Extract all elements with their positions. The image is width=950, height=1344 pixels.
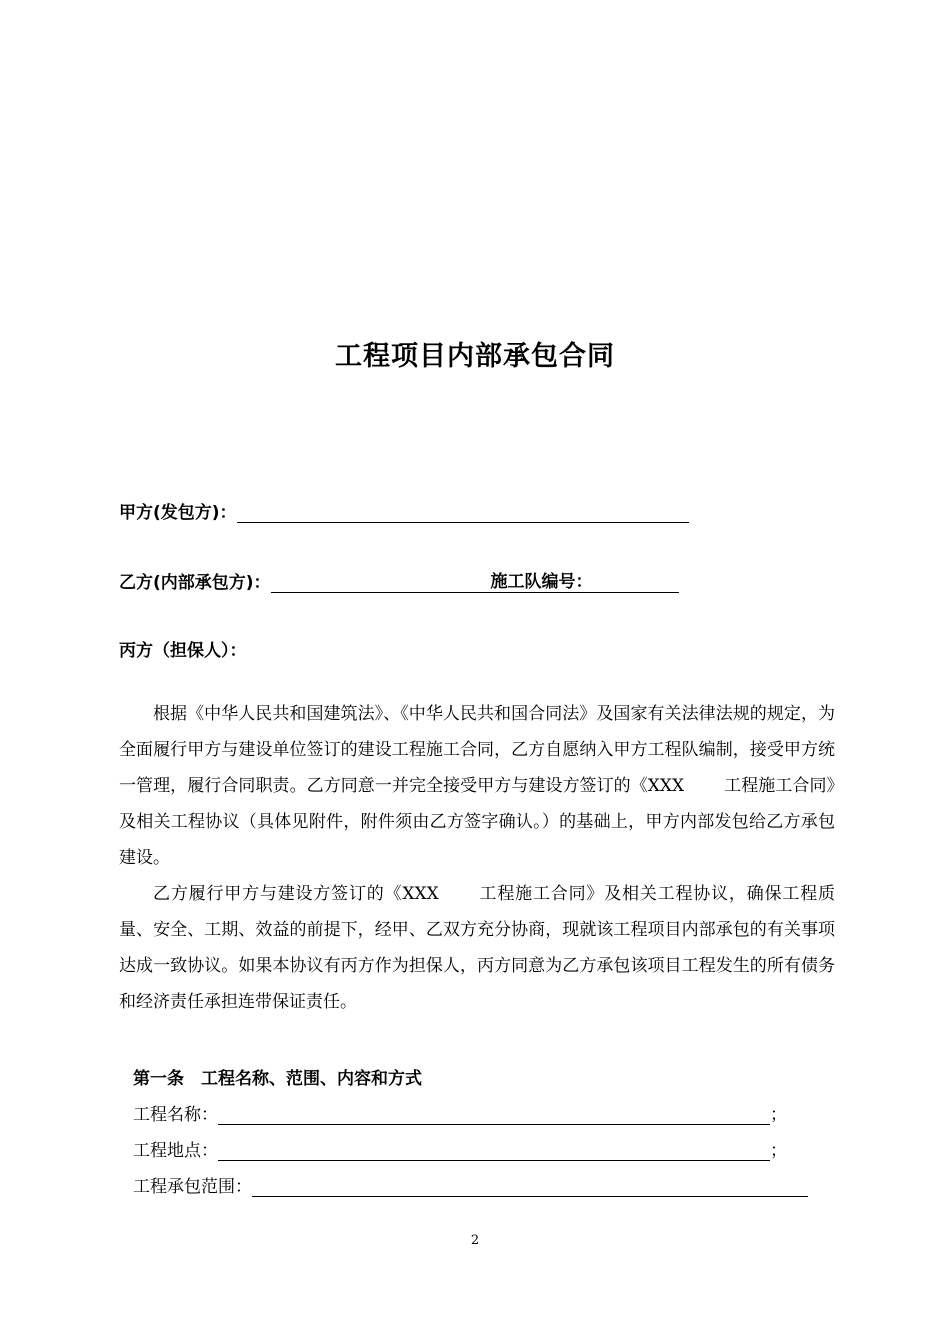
project-name-blank[interactable] <box>218 1106 770 1125</box>
project-scope-blank[interactable] <box>252 1178 808 1197</box>
party-c-line <box>119 636 247 661</box>
paragraph-1-part-2: 工程施工合同》及相关工程协议（具体见附件，附件须由乙方签字确认。）的基础上，甲方内部发包给乙方承包建设。 <box>119 776 835 868</box>
team-number-label: 施工队编号： <box>491 567 593 593</box>
page-title: 工程项目内部承包合同 <box>335 341 615 372</box>
project-scope-field <box>133 1172 808 1197</box>
page-number: 2 <box>470 1233 480 1248</box>
team-number-blank[interactable] <box>593 574 679 593</box>
project-scope-label: 工程承包范围： <box>133 1177 252 1197</box>
party-c-label: 丙方（担保人）： <box>119 641 247 661</box>
project-name-end: ； <box>770 1105 787 1125</box>
party-a-blank[interactable] <box>237 504 689 523</box>
project-location-blank[interactable] <box>218 1142 770 1161</box>
paragraph-2 <box>119 876 835 1020</box>
paragraph-1-part-1: 根据《中华人民共和国建筑法》、《中华人民共和国合同法》及国家有关法律法规的规定，为全面履行甲方与建设单位签订的建设工程施工合同，乙方自愿纳入甲方工程队编制，接受甲方统一管理，履行合同职责。乙方同意一并完全接受甲方与建设方签订的《XXX <box>119 704 835 796</box>
party-b-label: 乙方(内部承包方)： <box>119 573 271 593</box>
paragraph-1 <box>119 696 835 876</box>
paragraph-2-part-2: 工程施工合同》及相关工程协议，确保工程质量、安全、工期、效益的前提下，经甲、乙双方充分协商，现就该工程项目内部承包的有关事项达成一致协议。如果本协议有丙方作为担保人，丙方同意为乙方承包该项目工程发生的所有债务和经济责任承担连带保证责任。 <box>119 884 836 1012</box>
party-b-line <box>119 567 679 593</box>
party-a-label: 甲方(发包方)： <box>119 503 237 523</box>
paragraph-2-part-1: 乙方履行甲方与建设方签订的《XXX <box>153 884 439 904</box>
party-a-line <box>119 498 689 523</box>
project-location-label: 工程地点： <box>133 1141 218 1161</box>
project-location-end: ； <box>770 1141 787 1161</box>
project-location-field <box>133 1136 787 1161</box>
party-b-blank[interactable] <box>271 574 491 593</box>
project-name-label: 工程名称： <box>133 1105 218 1125</box>
project-name-field <box>133 1100 787 1125</box>
article-1-heading: 第一条 工程名称、范围、内容和方式 <box>133 1069 422 1089</box>
